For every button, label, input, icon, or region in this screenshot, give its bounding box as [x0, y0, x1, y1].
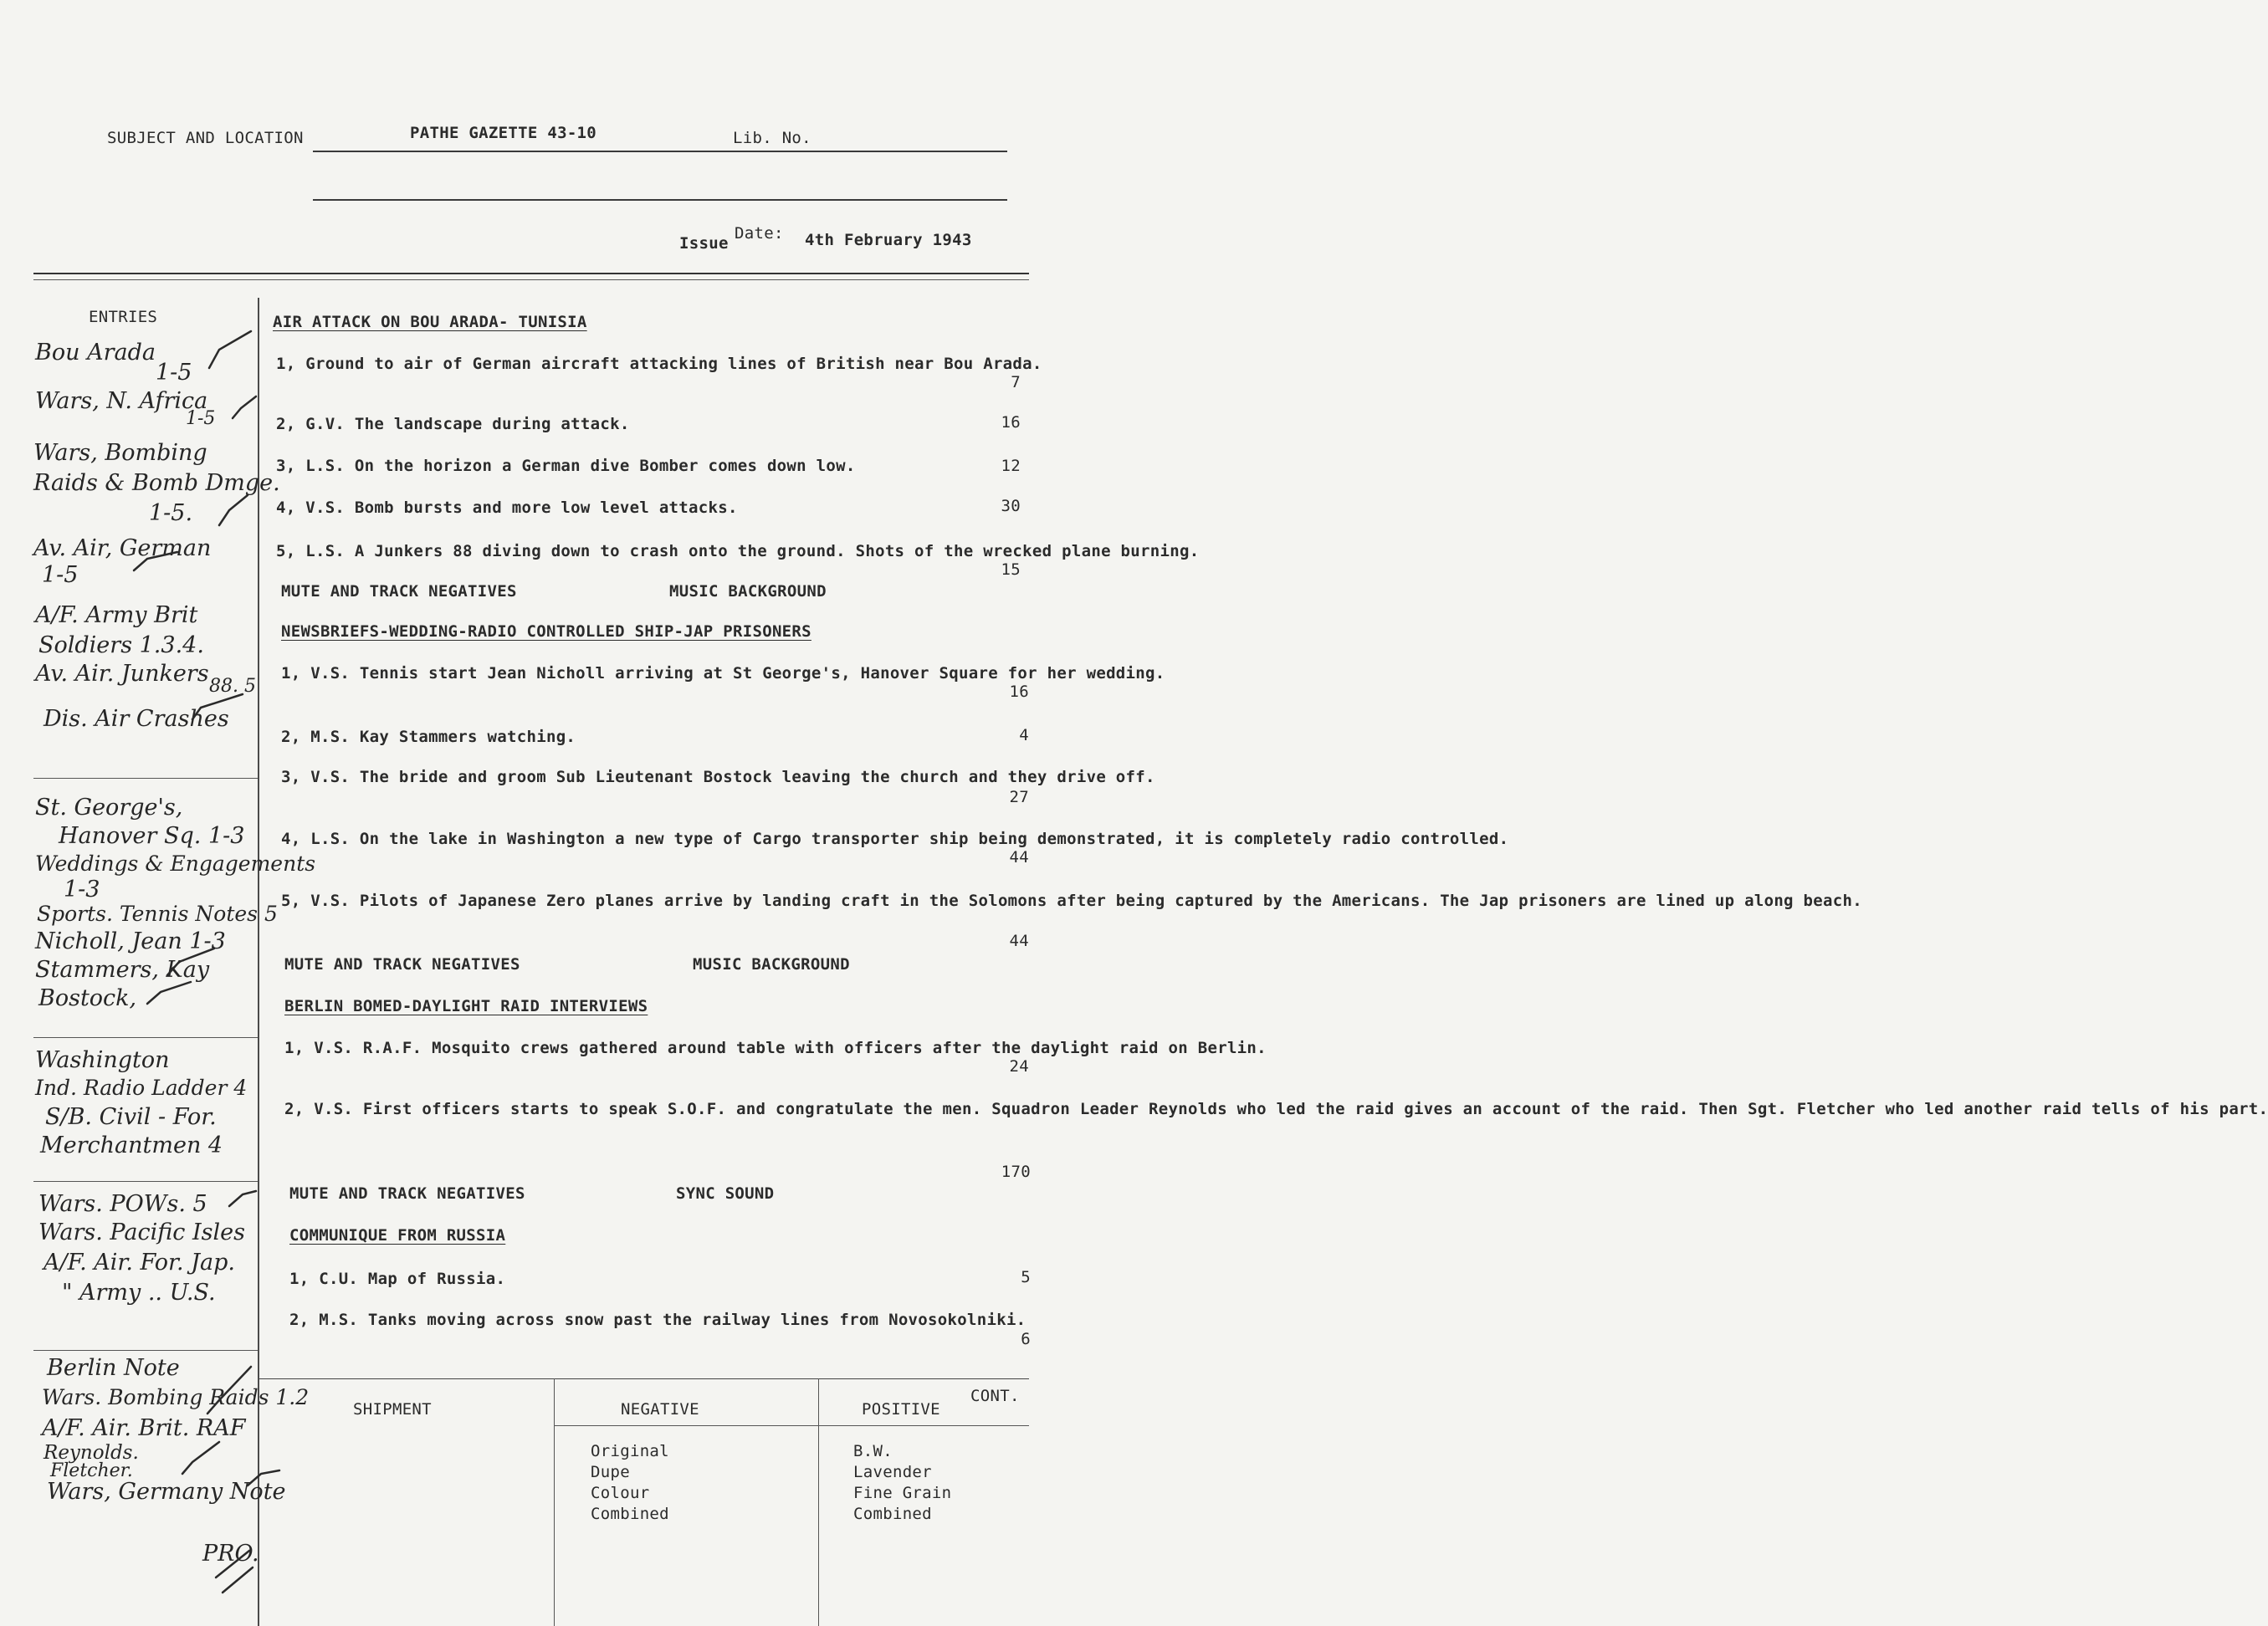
check-mark-icon: [207, 1367, 251, 1414]
entry-number: 5: [1021, 1268, 1031, 1286]
entry-text: 1, V.S. Tennis start Jean Nicholl arriving at St George's, Hanover Square for her wedding.: [281, 664, 1165, 683]
table-divider: [554, 1378, 555, 1626]
entry-text: 2, G.V. The landscape during attack.: [276, 415, 630, 433]
handwritten-note: Reynolds.: [44, 1442, 139, 1464]
handwritten-note: 88. 5: [209, 676, 256, 697]
handwritten-note: Berlin Note: [47, 1355, 180, 1381]
cont-label: CONT.: [970, 1387, 1020, 1405]
negative-option: Original: [591, 1442, 669, 1460]
section-title: BERLIN BOMED-DAYLIGHT RAID INTERVIEWS: [284, 997, 648, 1015]
handwritten-note: Wars. Bombing Raids 1.2: [42, 1385, 310, 1409]
check-mark-icon: [182, 1442, 219, 1474]
entry-number: 12: [1001, 457, 1021, 475]
negative-option: Dupe: [591, 1463, 630, 1481]
handwritten-note: Raids & Bomb Dmge.: [33, 470, 280, 496]
entry-number: 27: [1009, 788, 1029, 806]
section-title: AIR ATTACK ON BOU ARADA- TUNISIA: [273, 313, 587, 331]
entry-text: 3, L.S. On the horizon a German dive Bomber comes down low.: [276, 457, 856, 475]
handwritten-note: A/F. Army Brit: [35, 602, 198, 628]
handwritten-note: Nicholl, Jean 1-3: [35, 928, 226, 954]
subject-line: [313, 151, 1007, 152]
handwritten-note: A/F. Air. For. Jap.: [44, 1250, 235, 1276]
handwritten-note: Av. Air. Junkers: [35, 661, 209, 687]
pen-scribble-icon: [216, 1551, 253, 1593]
entry-number: 16: [1009, 683, 1029, 701]
entry-text: 4, L.S. On the lake in Washington a new type of Cargo transporter ship being demonstrated, it is completely radio controlled.: [281, 830, 1509, 848]
handwritten-note: Wars, Bombing: [33, 440, 207, 466]
handwritten-note: Fletcher.: [50, 1460, 133, 1481]
entry-text: 2, M.S. Kay Stammers watching.: [281, 728, 576, 746]
handwritten-note: Ind. Radio Ladder 4: [35, 1076, 248, 1100]
check-mark-icon: [229, 1191, 256, 1206]
check-mark-icon: [219, 495, 248, 525]
entry-number: 7: [1011, 373, 1021, 391]
handwritten-note: Wars. Pacific Isles: [38, 1220, 245, 1245]
section-footer-left: MUTE AND TRACK NEGATIVES: [289, 1184, 525, 1203]
handwritten-note: Wars. POWs. 5: [38, 1191, 207, 1217]
entry-text: 5, L.S. A Junkers 88 diving down to crash onto the ground. Shots of the wrecked plane burning.: [276, 542, 1200, 560]
handwritten-note: Av. Air, German: [33, 535, 212, 561]
handwritten-note: 1-5: [42, 562, 79, 588]
positive-option: Lavender: [853, 1463, 932, 1481]
entry-number: 16: [1001, 413, 1021, 432]
handwritten-note: Wars, Germany Note: [47, 1479, 286, 1505]
entry-text: 1, V.S. R.A.F. Mosquito crews gathered around table with officers after the daylight raid on Berlin.: [284, 1039, 1267, 1057]
table-header-rule: [554, 1425, 1029, 1426]
entry-number: 170: [1001, 1163, 1031, 1181]
check-mark-icon: [192, 694, 243, 719]
positive-label: POSITIVE: [862, 1400, 940, 1419]
section-footer-right: SYNC SOUND: [676, 1184, 775, 1203]
table-top-rule: [259, 1378, 1029, 1379]
entry-text: 5, V.S. Pilots of Japanese Zero planes arrive by landing craft in the Solomons after being captured by the Americans. The Jap prisoners are lined up along beach.: [281, 892, 1862, 910]
handwritten-note: St. George's,: [35, 795, 183, 821]
section-title: NEWSBRIEFS-WEDDING-RADIO CONTROLLED SHIP-JAP PRISONERS: [281, 622, 811, 641]
handwritten-note: " Army .. U.S.: [62, 1280, 216, 1306]
date-value: 4th February 1943: [805, 231, 972, 249]
entry-number: 24: [1009, 1057, 1029, 1076]
handwritten-note: Stammers, Kay: [35, 957, 210, 983]
second-line: [313, 199, 1007, 201]
entry-text: 1, C.U. Map of Russia.: [289, 1270, 506, 1288]
check-mark-icon: [147, 982, 191, 1004]
table-divider: [818, 1378, 819, 1626]
handwritten-note: Hanover Sq. 1-3: [59, 823, 245, 849]
check-marks-svg: [0, 0, 259, 1626]
entry-number: 44: [1009, 848, 1029, 867]
handwritten-note: 1-5.: [149, 500, 193, 526]
section-footer-right: MUSIC BACKGROUND: [669, 582, 827, 601]
handwritten-note: Sports. Tennis Notes 5: [37, 902, 278, 926]
date-label: Date:: [735, 224, 784, 243]
shipment-label: SHIPMENT: [353, 1400, 432, 1419]
positive-option: Combined: [853, 1505, 932, 1523]
handwritten-note: Merchantmen 4: [40, 1133, 223, 1158]
entry-number: 6: [1021, 1330, 1031, 1348]
handwritten-note: A/F. Air. Brit. RAF: [42, 1415, 246, 1441]
section-title: COMMUNIQUE FROM RUSSIA: [289, 1226, 506, 1245]
section-footer-left: MUTE AND TRACK NEGATIVES: [284, 955, 520, 974]
handwritten-note: Bostock,: [38, 985, 137, 1011]
entry-number: 44: [1009, 932, 1029, 950]
entry-text: 1, Ground to air of German aircraft attacking lines of British near Bou Arada.: [276, 355, 1042, 373]
handwritten-note: Dis. Air Crashes: [44, 706, 229, 732]
subject-label: SUBJECT AND LOCATION: [107, 129, 304, 147]
handwritten-note: 1-3: [64, 877, 100, 902]
issue-label: Issue: [679, 234, 729, 253]
check-mark-icon: [233, 396, 256, 418]
handwritten-note: S/B. Civil - For.: [45, 1104, 217, 1130]
entry-text: 2, M.S. Tanks moving across snow past the railway lines from Novosokolniki.: [289, 1311, 1026, 1329]
entry-text: 3, V.S. The bride and groom Sub Lieutenant Bostock leaving the church and they drive off.: [281, 768, 1155, 786]
entry-text: 2, V.S. First officers starts to speak S.O.F. and congratulate the men. Squadron Leader Reynolds who led the raid gives an account of the raid. Then Sgt. Fletcher who led another raid tells of his part.: [284, 1100, 2268, 1118]
handwritten-note: PRO.: [202, 1541, 259, 1567]
entry-number: 30: [1001, 497, 1021, 515]
negative-option: Colour: [591, 1484, 650, 1502]
handwritten-note: Bou Arada: [35, 340, 156, 366]
negative-option: Combined: [591, 1505, 669, 1523]
entry-text: 4, V.S. Bomb bursts and more low level attacks.: [276, 499, 738, 517]
entry-number: 4: [1019, 726, 1029, 744]
entry-number: 15: [1001, 560, 1021, 579]
entries-label: ENTRIES: [89, 308, 158, 326]
check-mark-icon: [134, 552, 177, 570]
positive-option: Fine Grain: [853, 1484, 952, 1502]
section-footer-right: MUSIC BACKGROUND: [693, 955, 850, 974]
positive-option: B.W.: [853, 1442, 893, 1460]
lib-label: Lib. No.: [733, 129, 811, 147]
handwritten-note: 1-5: [186, 408, 216, 429]
negative-label: NEGATIVE: [621, 1400, 699, 1419]
check-mark-icon: [167, 949, 214, 975]
handwritten-note: Wars, N. Africa: [35, 388, 208, 414]
handwritten-note: Weddings & Engagements: [35, 851, 316, 876]
gazette-title: PATHE GAZETTE 43-10: [410, 124, 597, 142]
section-footer-left: MUTE AND TRACK NEGATIVES: [281, 582, 517, 601]
handwritten-note: Soldiers 1.3.4.: [38, 632, 204, 658]
handwritten-note: 1-5: [156, 360, 192, 386]
check-mark-icon: [209, 331, 251, 368]
handwritten-note: Washington: [35, 1047, 170, 1073]
